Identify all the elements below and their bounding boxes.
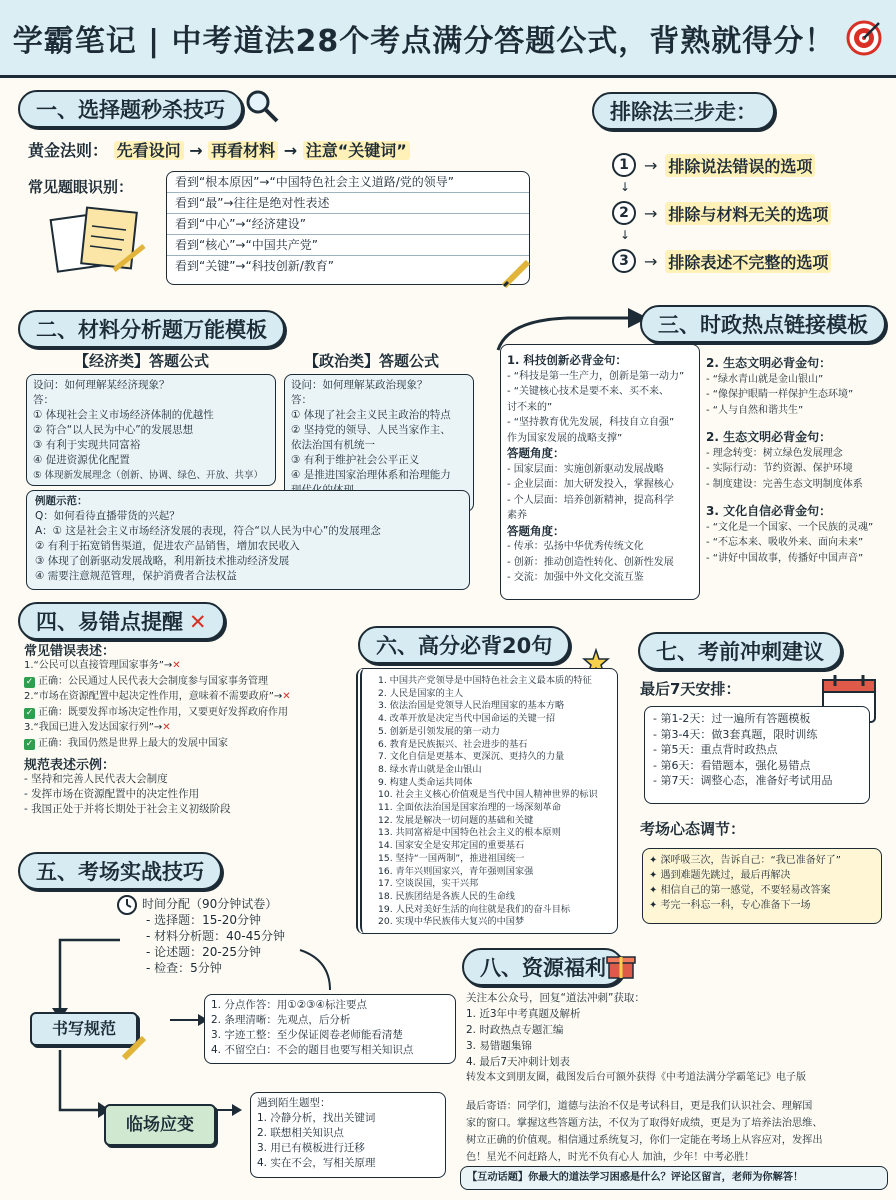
resource-line: 转发本文到朋友圈，截图发后台可额外获得《中考道法满分学霸笔记》电子版 <box>466 1072 806 1083</box>
adapt-line: 1. 冷静分析，找出关键词 <box>257 1112 376 1124</box>
econ-line: ① 体现社会主义市场经济体制的优越性 <box>33 409 214 421</box>
must-recite-item: 10. 社会主义核心价值观是当代中国人精神世界的标识 <box>378 789 598 801</box>
norm-line: 1. 分点作答：用①②③④标注要点 <box>211 999 368 1011</box>
elim-title-text: 排除法三步走： <box>610 100 757 124</box>
section-7-title-text: 七、考前冲刺建议 <box>656 640 824 664</box>
mind-item: ✦ 深呼吸三次，告诉自己：“我已准备好了” <box>649 855 841 866</box>
hot-right-line: - “文化是一个国家、一个民族的灵魂” <box>706 521 874 533</box>
check-icon: ✓ <box>25 738 34 749</box>
hot-right-line: 2. 生态文明必背金句： <box>706 356 832 370</box>
plan-heading: 最后7天安排： <box>640 680 741 698</box>
step-number: 3 <box>612 249 636 273</box>
golden-arrow-1: → <box>189 141 203 160</box>
norms-heading: 规范表述示例： <box>24 758 116 773</box>
hot-right-line: - “绿水青山就是金山银山” <box>706 373 824 385</box>
must-recite-item: 6. 教育是民族振兴、社会进步的基石 <box>378 738 528 750</box>
resource-line: 1. 近3年中考真题及解析 <box>466 1008 581 1020</box>
section-4-title <box>18 602 225 640</box>
golden-step-1: 先看设问 <box>114 141 184 160</box>
hot-left-line: - 企业层面：加大研发投入，掌握核心 <box>507 479 674 490</box>
closing-line: 树立正确的价值观。相信通过系统复习，你们一定能在考场上从容应对，发挥出 <box>466 1135 823 1146</box>
example-line: ③ 体现了创新驱动发展战略，利用新技术推动经济发展 <box>35 555 290 567</box>
cross-icon: ✕ <box>282 691 291 702</box>
example-line: 例题示范： <box>35 495 88 507</box>
adapt-list <box>250 1092 446 1178</box>
pol-line: ③ 有利于维护社会公平正义 <box>291 454 420 466</box>
elim-step-1 <box>612 150 882 180</box>
eye-item: 看到“核心”→“中国共产党” <box>167 235 529 256</box>
hot-left-line: - “坚持教育优先发展，科技自立自强” <box>507 417 675 428</box>
must-recite-item: 15. 坚持“一国两制”，推进祖国统一 <box>378 852 525 864</box>
section-8-title <box>462 948 624 986</box>
step-number: 1 <box>612 153 636 177</box>
econ-line: ④ 促进资源优化配置 <box>33 454 130 466</box>
target-icon <box>845 19 883 57</box>
line-text: 正确：公民通过人民代表大会制度参与国家事务管理 <box>38 675 268 687</box>
must-recite-item: 17. 空谈误国，实干兴邦 <box>378 878 479 890</box>
error-line <box>24 720 364 736</box>
adapt-line: 遇到陌生题型： <box>257 1097 331 1109</box>
section-4-title-text: 四、易错点提醒 <box>36 610 183 634</box>
line-text: 3.“我国已进入发达国家行列”→ <box>24 722 163 733</box>
correct-line <box>24 736 364 752</box>
eye-list <box>166 171 530 285</box>
norm-item: - 坚持和完善人民代表大会制度 <box>24 773 168 785</box>
example-line: Q：如何看待直播带货的兴起？ <box>35 510 180 522</box>
interact-text: 【互动话题】你最大的道法学习困惑是什么？评论区留言，老师为你解答！ <box>467 1172 804 1183</box>
hot-left-line: - 创新：推动创造性转化、创新性发展 <box>507 556 674 568</box>
must-recite-item: 9. 构建人类命运共同体 <box>378 776 473 788</box>
must-recite-item: 16. 青年兴则国家兴，青年强则国家强 <box>378 865 534 877</box>
closing-line: 最后寄语：同学们，道德与法治不仅是考试科目，更是我们认识社会、理解国 <box>466 1101 813 1112</box>
hot-right-line: - 制度建设：完善生态文明制度体系 <box>706 478 863 490</box>
error-line <box>24 689 364 705</box>
hot-left-line: - “关键核心技术是要不来、买不来、 <box>507 386 669 397</box>
hot-right-line: 2. 生态文明必背金句： <box>706 430 832 444</box>
clock-icon <box>116 894 138 916</box>
errors-heading: 常见错误表述： <box>24 644 116 659</box>
econ-line: ③ 有利于实现共同富裕 <box>33 439 141 451</box>
section-1-title-text: 一、选择题秒杀技巧 <box>36 98 225 122</box>
hot-left-line: - 国家层面：实施创新驱动发展战略 <box>507 463 664 475</box>
arrow-icon: → <box>644 203 658 223</box>
must-recite-item: 12. 发展是解决一切问题的基础和关键 <box>378 814 534 826</box>
example-box <box>26 490 470 590</box>
econ-line: ② 符合“以人民为中心”的发展思想 <box>33 424 194 436</box>
mind-item: ✦ 考完一科忘一科，专心准备下一场 <box>649 900 811 911</box>
pol-line: ② 坚持党的领导、人民当家作主、 <box>291 424 451 436</box>
elim-step-2 <box>612 198 882 228</box>
time-item: - 论述题：20-25分钟 <box>146 945 262 959</box>
line-text: 2.“市场在资源配置中起决定性作用，意味着不需要政府”→ <box>24 691 283 702</box>
line-text: 1.“公民可以直接管理国家事务”→ <box>24 660 173 671</box>
arrow-icon: → <box>644 155 658 175</box>
closing <box>466 1098 890 1166</box>
pencil-icon <box>120 1034 148 1062</box>
section-6-title <box>358 626 570 664</box>
mind-heading: 考场心态调节： <box>640 820 746 838</box>
golden-rule <box>28 138 410 161</box>
econ-line: 答： <box>33 394 54 406</box>
elim-step-3 <box>612 246 882 276</box>
title-banner <box>0 0 896 78</box>
plan-box <box>644 706 870 804</box>
hot-left-line: 答题角度： <box>507 446 565 460</box>
eye-label: 常见题眼识别： <box>28 178 134 196</box>
must-recite-item: 19. 人民对美好生活的向往就是我们的奋斗目标 <box>378 903 571 915</box>
check-icon: ✓ <box>25 707 34 718</box>
golden-step-2: 再看材料 <box>208 141 278 160</box>
hot-right-line: - “讲好中国故事，传播好中国声音” <box>706 552 864 564</box>
line-text: 正确：既要发挥市场决定性作用，又要更好发挥政府作用 <box>38 706 288 718</box>
adapt-box <box>104 1104 216 1146</box>
gift-icon <box>606 950 636 980</box>
must-recite-item: 14. 国家安全是安邦定国的重要基石 <box>378 840 525 852</box>
step-text: 排除与材料无关的选项 <box>665 202 831 225</box>
must-recite-item: 18. 民族团结是各族人民的生命线 <box>378 890 515 902</box>
section-3-title <box>640 305 886 343</box>
arrow-icon: → <box>644 251 658 271</box>
resource-line: 4. 最后7天冲刺计划表 <box>466 1056 571 1068</box>
notebook-icon <box>44 206 152 278</box>
norm-line: 4. 不留空白：不会的题目也要写相关知识点 <box>211 1044 414 1056</box>
down-arrow-icon: ↓ <box>620 180 631 194</box>
hot-left-line: - “科技是第一生产力，创新是第一动力” <box>507 370 685 382</box>
must-recite-item: 2. 人民是国家的主人 <box>378 687 464 699</box>
hot-right-line: - “不忘本来、吸收外来、面向未来” <box>706 537 864 548</box>
plan-item: - 第7天：调整心态，准备好考试用品 <box>653 774 833 787</box>
adapt-line: 4. 实在不会，写相关原理 <box>257 1157 376 1169</box>
writing-norms-list <box>204 994 456 1064</box>
cross-icon: ✕ <box>189 610 207 634</box>
eye-item: 看到“关键”→“科技创新/教育” <box>175 259 334 273</box>
econ-line: ⑤ 体现新发展理念（创新、协调、绿色、开放、共享） <box>33 470 264 481</box>
pol-title: 【政治类】答题公式 <box>304 352 440 370</box>
line-text: 正确：我国仍然是世界上最大的发展中国家 <box>38 737 228 749</box>
down-arrow-icon: ↓ <box>620 228 631 242</box>
norm-item: - 我国正处于并将长期处于社会主义初级阶段 <box>24 803 231 815</box>
time-item: - 检查：5分钟 <box>146 961 222 975</box>
golden-arrow-2: → <box>283 141 298 160</box>
step-number: 2 <box>612 201 636 225</box>
econ-title: 【经济类】答题公式 <box>74 352 210 370</box>
must-recite-item: 13. 共同富裕是中国特色社会主义的根本原则 <box>378 827 561 839</box>
closing-line: 色！星光不问赶路人，时光不负有心人 加油，少年！中考必胜！ <box>466 1152 755 1163</box>
hot-left-box <box>500 344 700 600</box>
must-recite-item: 1. 中国共产党领导是中国特色社会主义最本质的特征 <box>378 675 592 686</box>
golden-rule-label: 黄金法则： <box>28 141 109 160</box>
time-item: - 选择题：15-20分钟 <box>146 913 262 927</box>
hot-left-line: 讨不来的” <box>507 401 553 413</box>
cross-icon: ✕ <box>162 722 171 733</box>
econ-line: 设问：如何理解某经济现象？ <box>33 379 170 391</box>
resource-line: 3. 易错题集锦 <box>466 1040 532 1052</box>
must-recite-item: 3. 依法治国是党领导人民治理国家的基本方略 <box>378 700 565 712</box>
interact-box <box>460 1166 888 1190</box>
writing-norms-label: 书写规范 <box>51 1019 116 1038</box>
section-2-title-text: 二、材料分析题万能模板 <box>36 318 267 342</box>
plan-item: - 第5天：重点背时政热点 <box>653 743 778 756</box>
step-text: 排除表述不完整的选项 <box>665 250 831 273</box>
page-title: 学霸笔记 | 中考道法28个考点满分答题公式，背熟就得分！ <box>12 23 836 59</box>
adapt-line: 2. 联想相关知识点 <box>257 1127 344 1139</box>
time-item: - 材料分析题：40-45分钟 <box>146 929 286 943</box>
hot-right-line: 3. 文化自信必背金句： <box>706 504 832 518</box>
example-line: ④ 需要注意规范管理，保护消费者合法权益 <box>35 570 237 582</box>
magnifier-icon <box>244 88 280 124</box>
golden-step-3: 注意“关键词” <box>303 141 410 160</box>
hot-left-line: 答题角度： <box>507 523 565 538</box>
eye-item: 看到“最”→往往是绝对性表述 <box>167 193 529 214</box>
adapt-line: 3. 用已有模板进行迁移 <box>257 1142 365 1154</box>
norm-item: - 发挥市场在资源配置中的决定性作用 <box>24 788 200 800</box>
hot-left-line: 素养 <box>507 510 527 521</box>
hot-left-line: - 交流：加强中外文化交流互鉴 <box>507 572 644 583</box>
section-5-title <box>18 852 222 890</box>
must-recite-item: 7. 文化自信是更基本、更深沉、更持久的力量 <box>378 751 565 763</box>
section-5-title-text: 五、考场实战技巧 <box>36 860 204 884</box>
hot-left-line: 作为国家发展的战略支撑” <box>507 432 623 444</box>
pol-line: ① 体现了社会主义民主政治的特点 <box>291 409 451 421</box>
correct-line <box>24 674 364 690</box>
time-heading: 时间分配（90分钟试卷） <box>142 897 278 911</box>
must-recite-item: 20. 实现中华民族伟大复兴的中国梦 <box>378 916 525 928</box>
resource-line: 关注本公众号，回复“道法冲刺”获取： <box>466 992 645 1004</box>
hot-right-line: - 实际行动：节约资源、保护环境 <box>706 463 853 474</box>
section-3-title-text: 三、时政热点链接模板 <box>658 313 868 337</box>
norm-line: 3. 字迹工整：至少保证阅卷老师能看清楚 <box>211 1029 403 1041</box>
hot-left-line: 1. 科技创新必背金句： <box>507 353 627 367</box>
hot-left-line: - 传承：弘扬中华优秀传统文化 <box>507 541 644 552</box>
eye-item: 看到“根本原因”→“中国特色社会主义道路/党的领导” <box>167 172 529 193</box>
hot-right-line: - 理念转变：树立绿色发展理念 <box>706 447 843 459</box>
plan-item: - 第6天：看错题本，强化易错点 <box>653 758 811 772</box>
eye-item: 看到“中心”→“经济建设” <box>167 214 529 235</box>
mind-box <box>642 848 882 924</box>
pol-line: 设问：如何理解某政治现象？ <box>291 379 428 391</box>
mind-item: ✦ 遇到难题先跳过，最后再解决 <box>649 870 791 881</box>
check-icon: ✓ <box>25 676 34 687</box>
cross-icon: ✕ <box>172 660 181 671</box>
errors-list <box>24 658 364 751</box>
must-recite-item: 8. 绿水青山就是金山银山 <box>378 763 482 775</box>
hot-right-line <box>706 492 890 504</box>
error-line <box>24 658 364 674</box>
plan-item: - 第1-2天：过一遍所有答题模板 <box>653 712 811 725</box>
norm-line: 2. 条理清晰：先观点，后分析 <box>211 1014 351 1026</box>
adapt-label: 临场应变 <box>126 1115 194 1135</box>
must-recite-list <box>356 668 618 934</box>
hot-right-line: - “像保护眼睛一样保护生态环境” <box>706 389 854 400</box>
elim-title <box>592 92 775 130</box>
resource-line: 2. 时政热点专题汇编 <box>466 1024 564 1036</box>
mind-item: ✦ 相信自己的第一感觉，不要轻易改答案 <box>649 885 831 896</box>
pol-line: 依法治国有机统一 <box>291 439 375 451</box>
section-7-title <box>638 632 842 670</box>
section-8-title-text: 八、资源福利 <box>480 956 606 980</box>
step-text: 排除说法错误的选项 <box>665 154 815 177</box>
section-1-title <box>18 90 243 128</box>
section-6-title-text: 六、高分必背20句 <box>376 634 553 658</box>
closing-line: 家的窗口。掌握这些答题方法，不仅为了取得好成绩，更是为了培养法治思维、 <box>466 1118 823 1129</box>
pol-line: ④ 是推进国家治理体系和治理能力 <box>291 469 451 481</box>
hot-right-line <box>706 418 890 430</box>
example-line: A：① 这是社会主义市场经济发展的表现，符合“以人民为中心”的发展理念 <box>35 525 381 537</box>
resources <box>466 990 886 1086</box>
norms-list <box>24 772 354 817</box>
plan-item: - 第3-4天：做3套真题，限时训练 <box>653 727 818 741</box>
econ-box <box>26 374 276 486</box>
hot-right-box <box>702 354 894 594</box>
must-recite-item: 5. 创新是引领发展的第一动力 <box>378 725 500 737</box>
pencil-icon <box>500 256 534 290</box>
elim-steps <box>612 150 882 276</box>
correct-line <box>24 705 364 721</box>
pol-line: 答： <box>291 394 312 406</box>
section-2-title <box>18 310 285 348</box>
hot-right-line: - “人与自然和谐共生” <box>706 404 804 416</box>
example-line: ② 有利于拓宽销售渠道，促进农产品销售，增加农民收入 <box>35 540 300 552</box>
must-recite-item: 4. 改革开放是决定当代中国命运的关键一招 <box>378 713 556 725</box>
must-recite-item: 11. 全面依法治国是国家治理的一场深刻革命 <box>378 802 561 814</box>
hot-left-line: - 个人层面：培养创新精神，提高科学 <box>507 494 674 506</box>
